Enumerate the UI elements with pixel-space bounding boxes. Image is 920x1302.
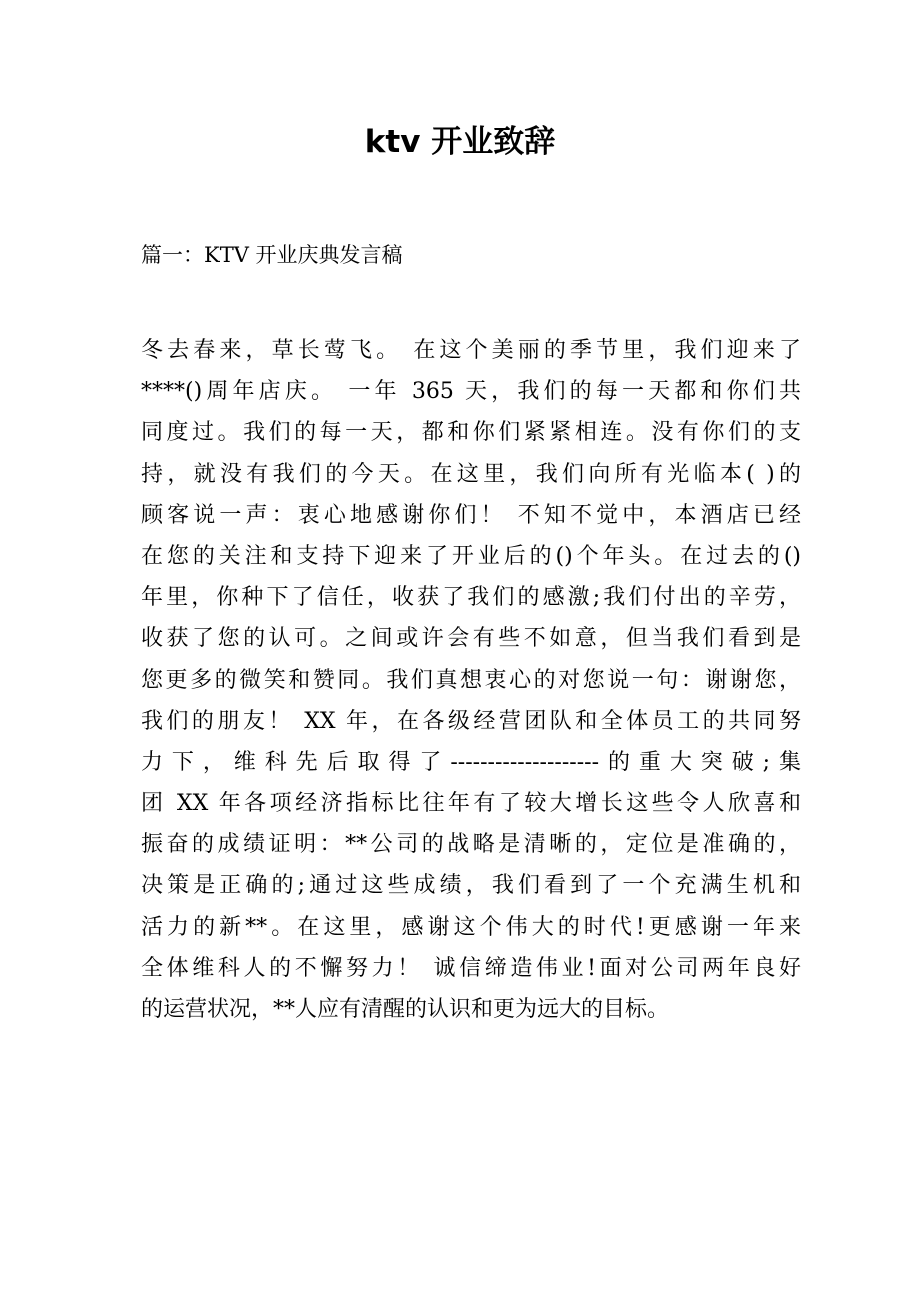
paragraph-line: 在您的关注和支持下迎来了开业后的()个年头。在过去的(): [141, 543, 801, 569]
body-paragraph: [141, 330, 801, 1030]
paragraph-line: 收获了您的认可。之间或许会有些不如意，但当我们看到是: [141, 626, 801, 652]
paragraph-line: 冬去春来，草长莺飞。 在这个美丽的季节里，我们迎来了: [141, 338, 801, 363]
paragraph-line: 全体维科人的不懈努力！ 诚信缔造伟业!面对公司两年良好: [141, 955, 801, 981]
paragraph-line: 我们的朋友！ XX 年，在各级经营团队和全体员工的共同努: [141, 708, 801, 734]
document-title: ktv 开业致辞: [364, 124, 556, 160]
paragraph-line: 团 XX 年各项经济指标比往年有了较大增长这些令人欣喜和: [141, 791, 801, 817]
paragraph-line: 年里，你种下了信任，收获了我们的感激;我们付出的辛劳，: [141, 585, 801, 611]
paragraph-line: 决策是正确的;通过这些成绩，我们看到了一个充满生机和: [141, 873, 801, 899]
paragraph-line: ****()周年店庆。 一年 365 天，我们的每一天都和你们共: [141, 379, 801, 405]
paragraph-line: 振奋的成绩证明：**公司的战略是清晰的，定位是准确的，: [141, 832, 801, 858]
paragraph-line: 力下，维科先后取得了--------------------的重大突破;集: [141, 749, 801, 775]
paragraph-line: 的运营状况，**人应有清醒的认识和更为远大的目标。: [141, 997, 670, 1022]
paragraph-line: 您更多的微笑和赞同。我们真想衷心的对您说一句：谢谢您，: [141, 667, 801, 693]
paragraph-line: 顾客说一声：衷心地感谢你们！ 不知不觉中，本酒店已经: [141, 502, 801, 528]
section-heading: 篇一：KTV 开业庆典发言稿: [141, 243, 403, 267]
paragraph-line: 持，就没有我们的今天。在这里，我们向所有光临本( )的: [141, 461, 801, 487]
paragraph-line: 活力的新**。在这里，感谢这个伟大的时代!更感谢一年来: [141, 914, 801, 940]
paragraph-line: 同度过。我们的每一天，都和你们紧紧相连。没有你们的支: [141, 420, 801, 446]
